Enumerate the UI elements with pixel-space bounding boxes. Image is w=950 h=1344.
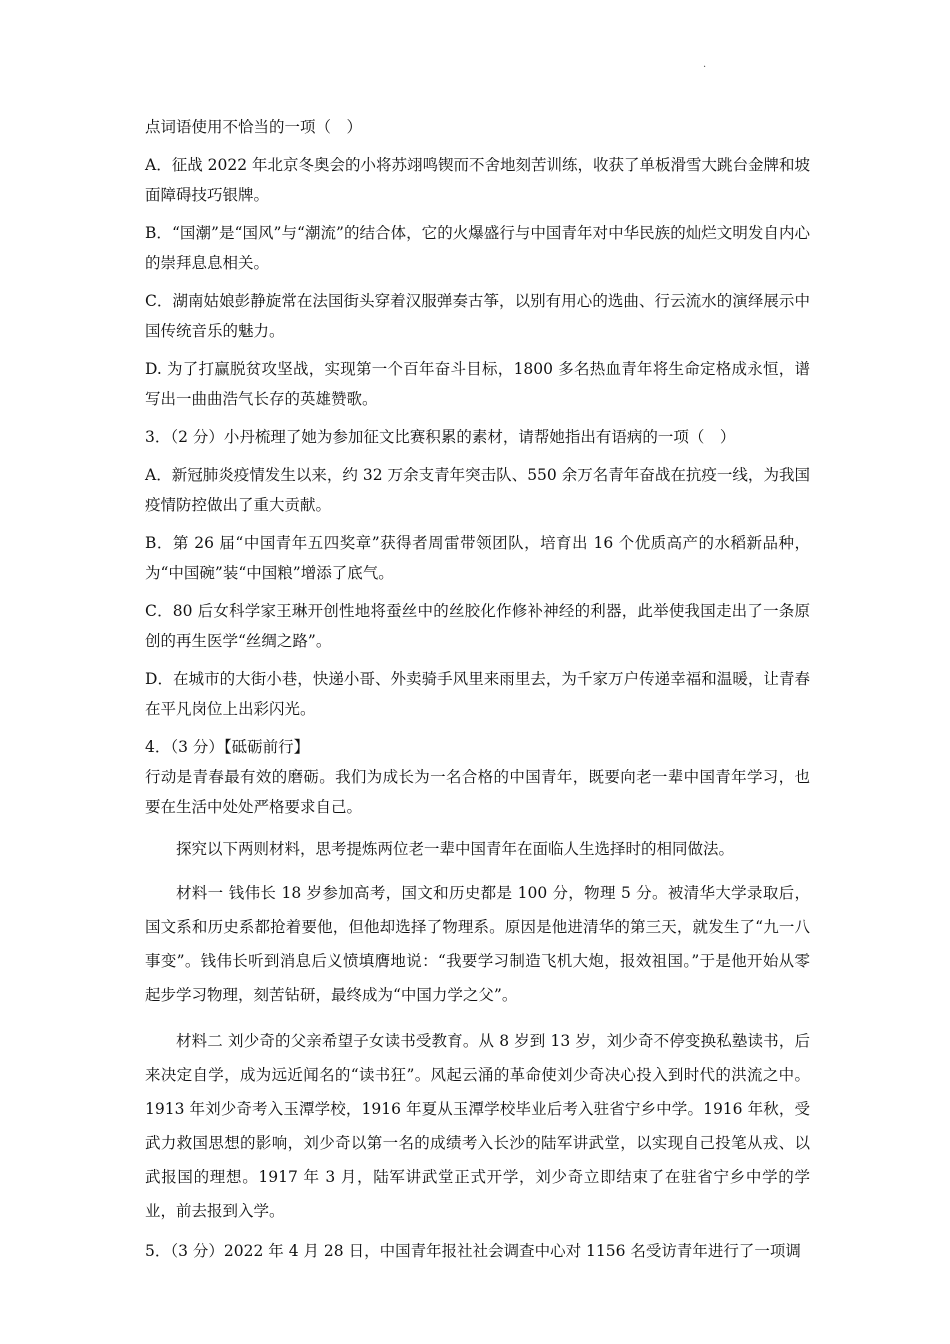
q4-material-2: 材料二 刘少奇的父亲希望子女读书受教育。从 8 岁到 13 岁，刘少奇不停变换私塾读书，后来决定自学，成为远近闻名的“读书狂”。风起云涌的革命使刘少奇决心投入到时代的洪流之中。1913 年刘少奇考入玉潭学校，1916 年夏从玉潭学校毕业后考入驻省宁乡中学。1916 年秋，受武力救国思想的影响，刘少奇以第一名的成绩考入长沙的陆军讲武堂，以实现自己投笔从戎、以武报国的理想。1917 年 3 月，陆军讲武堂正式开学，刘少奇立即结束了在驻省宁乡中学的学业，前去报到入学。 xyxy=(145,1032,810,1220)
q4-stem: 4．（3 分）【砥砺前行】 xyxy=(145,738,310,756)
q3-option-b: B．第 26 届“中国青年五四奖章”获得者周雷带领团队，培育出 16 个优质高产的水稻新品种，为“中国碗”装“中国粮”增添了底气。 xyxy=(145,534,810,582)
q2-option-b: B．“国潮”是“国风”与“潮流”的结合体，它的火爆盛行与中国青年对中华民族的灿烂文明发自内心的崇拜息息相关。 xyxy=(145,224,810,272)
q3-option-c: C．80 后女科学家王琳开创性地将蚕丝中的丝胶化作修补神经的利器，此举使我国走出了一条原创的再生医学“丝绸之路”。 xyxy=(145,602,810,650)
q4-intro: 行动是青春最有效的磨砺。我们为成长为一名合格的中国青年，既要向老一辈中国青年学习，也要在生活中处处严格要求自己。 xyxy=(145,768,810,816)
q4-material-1: 材料一 钱伟长 18 岁参加高考，国文和历史都是 100 分，物理 5 分。被清华大学录取后，国文系和历史系都抢着要他，但他却选择了物理系。原因是他进清华的第三天，就发生了“九一八事变”。钱伟长听到消息后义愤填膺地说：“我要学习制造飞机大炮，报效祖国。”于是他开始从零起步学习物理，刻苦钻研，最终成为“中国力学之父”。 xyxy=(145,884,810,1004)
header-mark: · xyxy=(703,62,707,73)
page-content xyxy=(145,112,810,1266)
q5-stem: 5．（3 分）2022 年 4 月 28 日，中国青年报社社会调查中心对 1156 名受访青年进行了一项调 xyxy=(145,1242,801,1260)
q3-option-a: A．新冠肺炎疫情发生以来，约 32 万余支青年突击队、550 余万名青年奋战在抗疫一线，为我国疫情防控做出了重大贡献。 xyxy=(145,466,810,514)
q4-task: 探究以下两则材料，思考提炼两位老一辈中国青年在面临人生选择时的相同做法。 xyxy=(176,840,735,858)
q2-option-c: C．湖南姑娘彭静旋常在法国街头穿着汉服弹奏古筝，以别有用心的选曲、行云流水的演绎展示中国传统音乐的魅力。 xyxy=(145,292,810,340)
q3-option-d: D．在城市的大街小巷，快递小哥、外卖骑手风里来雨里去，为千家万户传递幸福和温暖，让青春在平凡岗位上出彩闪光。 xyxy=(145,670,810,718)
q2-stem: 点词语使用不恰当的一项（ ） xyxy=(145,118,363,136)
q2-option-d: D. 为了打赢脱贫攻坚战，实现第一个百年奋斗目标，1800 多名热血青年将生命定格成永恒，谱写出一曲曲浩气长存的英雄赞歌。 xyxy=(145,360,810,408)
q3-stem: 3．（2 分）小丹梳理了她为参加征文比赛积累的素材，请帮她指出有语病的一项（ ） xyxy=(145,428,736,446)
q2-option-a: A．征战 2022 年北京冬奥会的小将苏翊鸣锲而不舍地刻苦训练，收获了单板滑雪大跳台金牌和坡面障碍技巧银牌。 xyxy=(145,156,810,204)
